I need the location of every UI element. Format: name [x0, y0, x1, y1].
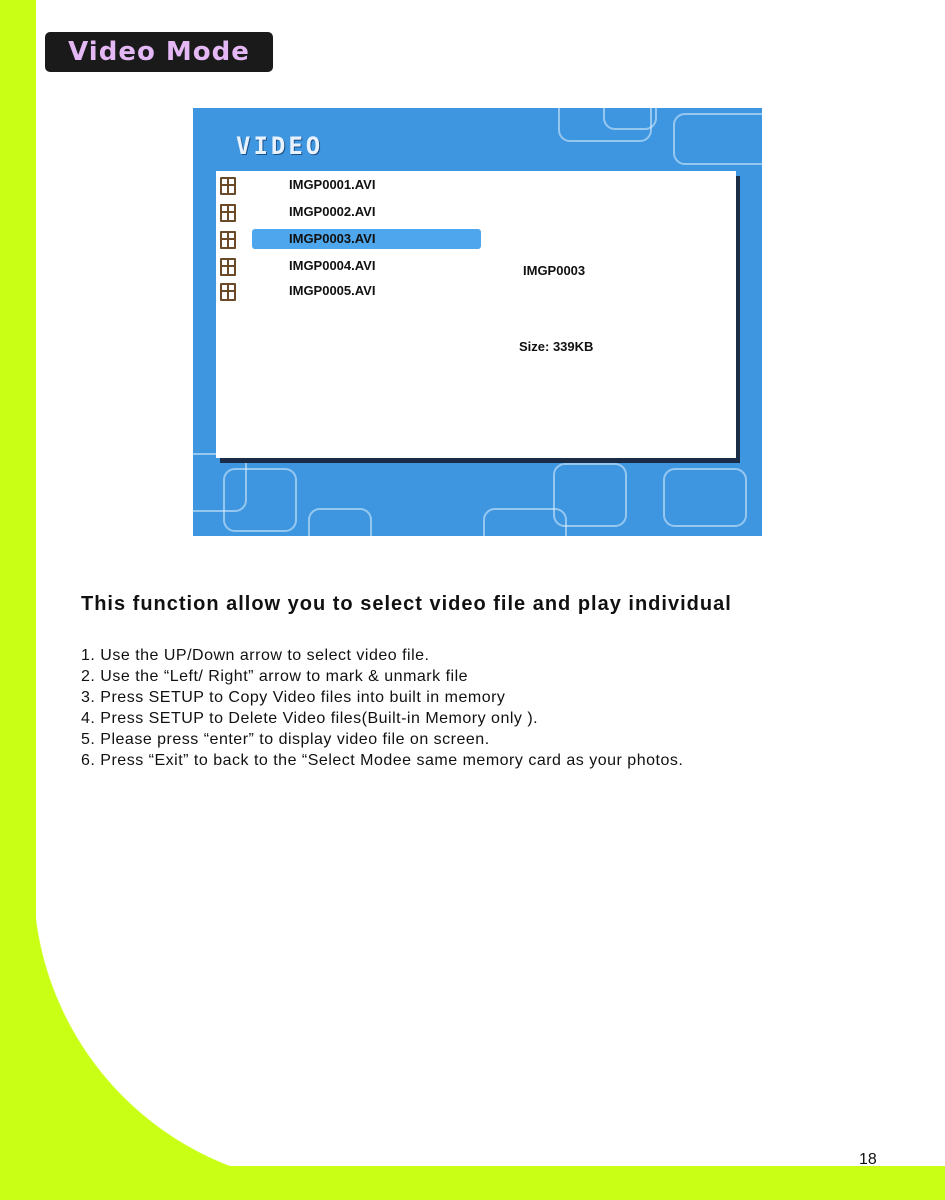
file-browser-panel	[216, 171, 736, 458]
section-title-badge	[45, 32, 273, 72]
video-file-icon	[220, 177, 236, 195]
instruction-step: 5. Please press “enter” to display video file on screen.	[81, 731, 490, 748]
video-screen-screenshot	[193, 108, 762, 536]
instruction-step: 3. Press SETUP to Copy Video files into built in memory	[81, 689, 506, 706]
video-file-icon	[220, 204, 236, 222]
selected-file-name: IMGP0003	[523, 263, 586, 278]
page-border-bottom	[0, 1166, 945, 1200]
instructions-heading: This function allow you to select video file and play individual	[81, 593, 732, 615]
decorative-frame	[663, 468, 747, 527]
decorative-frame	[553, 463, 627, 527]
page-border-curve	[0, 880, 340, 1200]
file-name: IMGP0005.AVI	[289, 283, 376, 298]
file-list-item[interactable]	[216, 256, 486, 278]
video-file-icon	[220, 231, 236, 249]
instruction-step: 1. Use the UP/Down arrow to select video file.	[81, 647, 430, 664]
file-name: IMGP0004.AVI	[289, 258, 376, 273]
file-name: IMGP0001.AVI	[289, 177, 376, 192]
selected-file-size: Size: 339KB	[519, 339, 594, 354]
decorative-frame	[673, 113, 762, 165]
file-list-item[interactable]	[216, 175, 486, 197]
instruction-step: 2. Use the “Left/ Right” arrow to mark & unmark file	[81, 668, 469, 685]
page-number: 18	[859, 1151, 877, 1168]
file-name: IMGP0002.AVI	[289, 204, 376, 219]
instructions-list	[81, 645, 683, 771]
video-file-icon	[220, 258, 236, 276]
file-list-item-selected[interactable]	[216, 229, 486, 251]
video-file-icon	[220, 283, 236, 301]
file-list-item[interactable]	[216, 202, 486, 224]
section-title: Video Mode	[68, 37, 250, 67]
decorative-frame	[223, 468, 297, 532]
file-list-item[interactable]	[216, 281, 486, 303]
file-name: IMGP0003.AVI	[289, 231, 376, 246]
decorative-frame	[308, 508, 372, 536]
instruction-step: 4. Press SETUP to Delete Video files(Built-in Memory only ).	[81, 710, 539, 727]
instruction-step: 6. Press “Exit” to back to the “Select Modee same memory card as your photos.	[81, 752, 684, 769]
screen-title: VIDEO	[236, 132, 324, 160]
decorative-frame	[603, 108, 657, 130]
